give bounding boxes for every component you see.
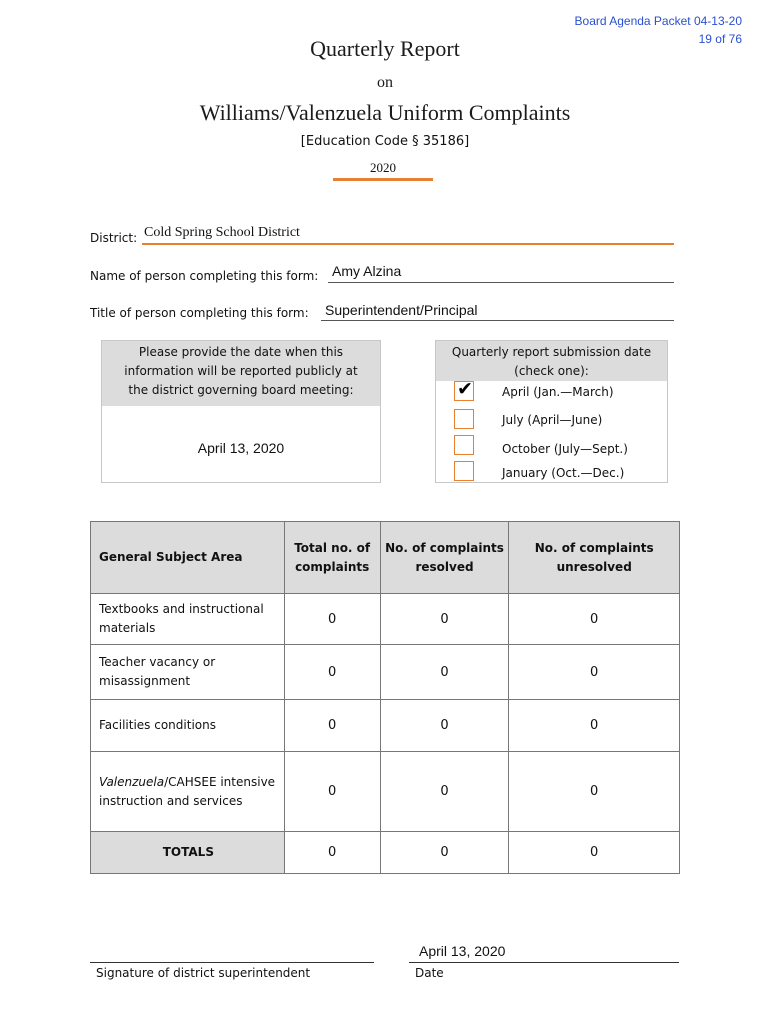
district-field[interactable]: Cold Spring School District bbox=[144, 225, 300, 240]
totals-total[interactable]: 0 bbox=[284, 832, 380, 874]
district-underline bbox=[142, 243, 674, 245]
row-area-italic: Valenzuela bbox=[99, 774, 165, 789]
packet-title: Board Agenda Packet 04-13-20 bbox=[574, 14, 742, 28]
title-label: Title of person completing this form: bbox=[90, 306, 309, 320]
header-unresolved: No. of complaints unresolved bbox=[509, 522, 680, 594]
quarter-prompt: Quarterly report submission date (check one): bbox=[436, 341, 667, 381]
cell-unresolved[interactable]: 0 bbox=[509, 752, 680, 832]
cell-resolved[interactable]: 0 bbox=[380, 700, 509, 752]
name-underline bbox=[328, 282, 674, 283]
totals-unresolved[interactable]: 0 bbox=[509, 832, 680, 874]
education-code: [Education Code § 35186] bbox=[300, 134, 470, 149]
check-mark-icon: ✔ bbox=[457, 378, 473, 400]
report-title: Quarterly Report bbox=[310, 36, 460, 61]
board-date-field[interactable]: April 13, 2020 bbox=[197, 440, 285, 456]
signature-line bbox=[90, 962, 374, 963]
quarter-option-january: January (Oct.—Dec.) bbox=[502, 466, 625, 480]
name-field[interactable]: Amy Alzina bbox=[332, 263, 402, 279]
cell-unresolved[interactable]: 0 bbox=[509, 594, 680, 645]
year-underline bbox=[333, 178, 433, 181]
cell-resolved[interactable]: 0 bbox=[380, 752, 509, 832]
totals-label: TOTALS bbox=[91, 832, 285, 874]
complaints-table bbox=[90, 521, 680, 874]
district-label: District: bbox=[90, 231, 138, 245]
header-total: Total no. of complaints bbox=[284, 522, 380, 594]
table-row bbox=[91, 752, 680, 832]
cell-unresolved[interactable]: 0 bbox=[509, 700, 680, 752]
table-row bbox=[91, 594, 680, 645]
table-row bbox=[91, 645, 680, 700]
quarter-checkbox-october[interactable] bbox=[454, 435, 474, 455]
table-row bbox=[91, 700, 680, 752]
quarter-option-april: April (Jan.—March) bbox=[502, 385, 614, 399]
row-area: Teacher vacancy or misassignment bbox=[91, 645, 285, 700]
report-title-on: on bbox=[377, 74, 393, 91]
quarter-option-july: July (April—June) bbox=[502, 413, 603, 427]
board-date-prompt: Please provide the date when this information will be reported publicly at the district governing board meeting: bbox=[102, 341, 380, 406]
report-subject: Williams/Valenzuela Uniform Complaints bbox=[199, 100, 571, 125]
title-field[interactable]: Superintendent/Principal bbox=[325, 302, 478, 318]
quarter-checkbox-july[interactable] bbox=[454, 409, 474, 429]
date-label: Date bbox=[415, 966, 444, 980]
report-year: 2020 bbox=[370, 160, 396, 175]
quarter-option-october: October (July—Sept.) bbox=[502, 442, 628, 456]
cell-resolved[interactable]: 0 bbox=[380, 645, 509, 700]
row-area-rest: /CAHSEE intensive instruction and services bbox=[99, 774, 276, 808]
title-underline bbox=[321, 320, 674, 321]
row-area: Textbooks and instructional materials bbox=[91, 594, 285, 645]
row-area bbox=[91, 752, 285, 832]
table-header-row bbox=[91, 522, 680, 594]
name-label: Name of person completing this form: bbox=[90, 269, 319, 283]
quarter-checkbox-january[interactable] bbox=[454, 461, 474, 481]
header-subject-area: General Subject Area bbox=[91, 522, 285, 594]
signature-label: Signature of district superintendent bbox=[96, 966, 311, 980]
page-number: 19 of 76 bbox=[698, 32, 742, 46]
cell-total[interactable]: 0 bbox=[284, 645, 380, 700]
date-field[interactable]: April 13, 2020 bbox=[419, 943, 506, 959]
cell-total[interactable]: 0 bbox=[284, 700, 380, 752]
board-date-box bbox=[101, 340, 381, 483]
row-area: Facilities conditions bbox=[91, 700, 285, 752]
cell-total[interactable]: 0 bbox=[284, 594, 380, 645]
totals-row bbox=[91, 832, 680, 874]
cell-total[interactable]: 0 bbox=[284, 752, 380, 832]
cell-unresolved[interactable]: 0 bbox=[509, 645, 680, 700]
date-line bbox=[409, 962, 679, 963]
cell-resolved[interactable]: 0 bbox=[380, 594, 509, 645]
totals-resolved[interactable]: 0 bbox=[380, 832, 509, 874]
quarter-checkbox-april[interactable] bbox=[454, 378, 474, 401]
header-resolved: No. of complaints resolved bbox=[380, 522, 509, 594]
